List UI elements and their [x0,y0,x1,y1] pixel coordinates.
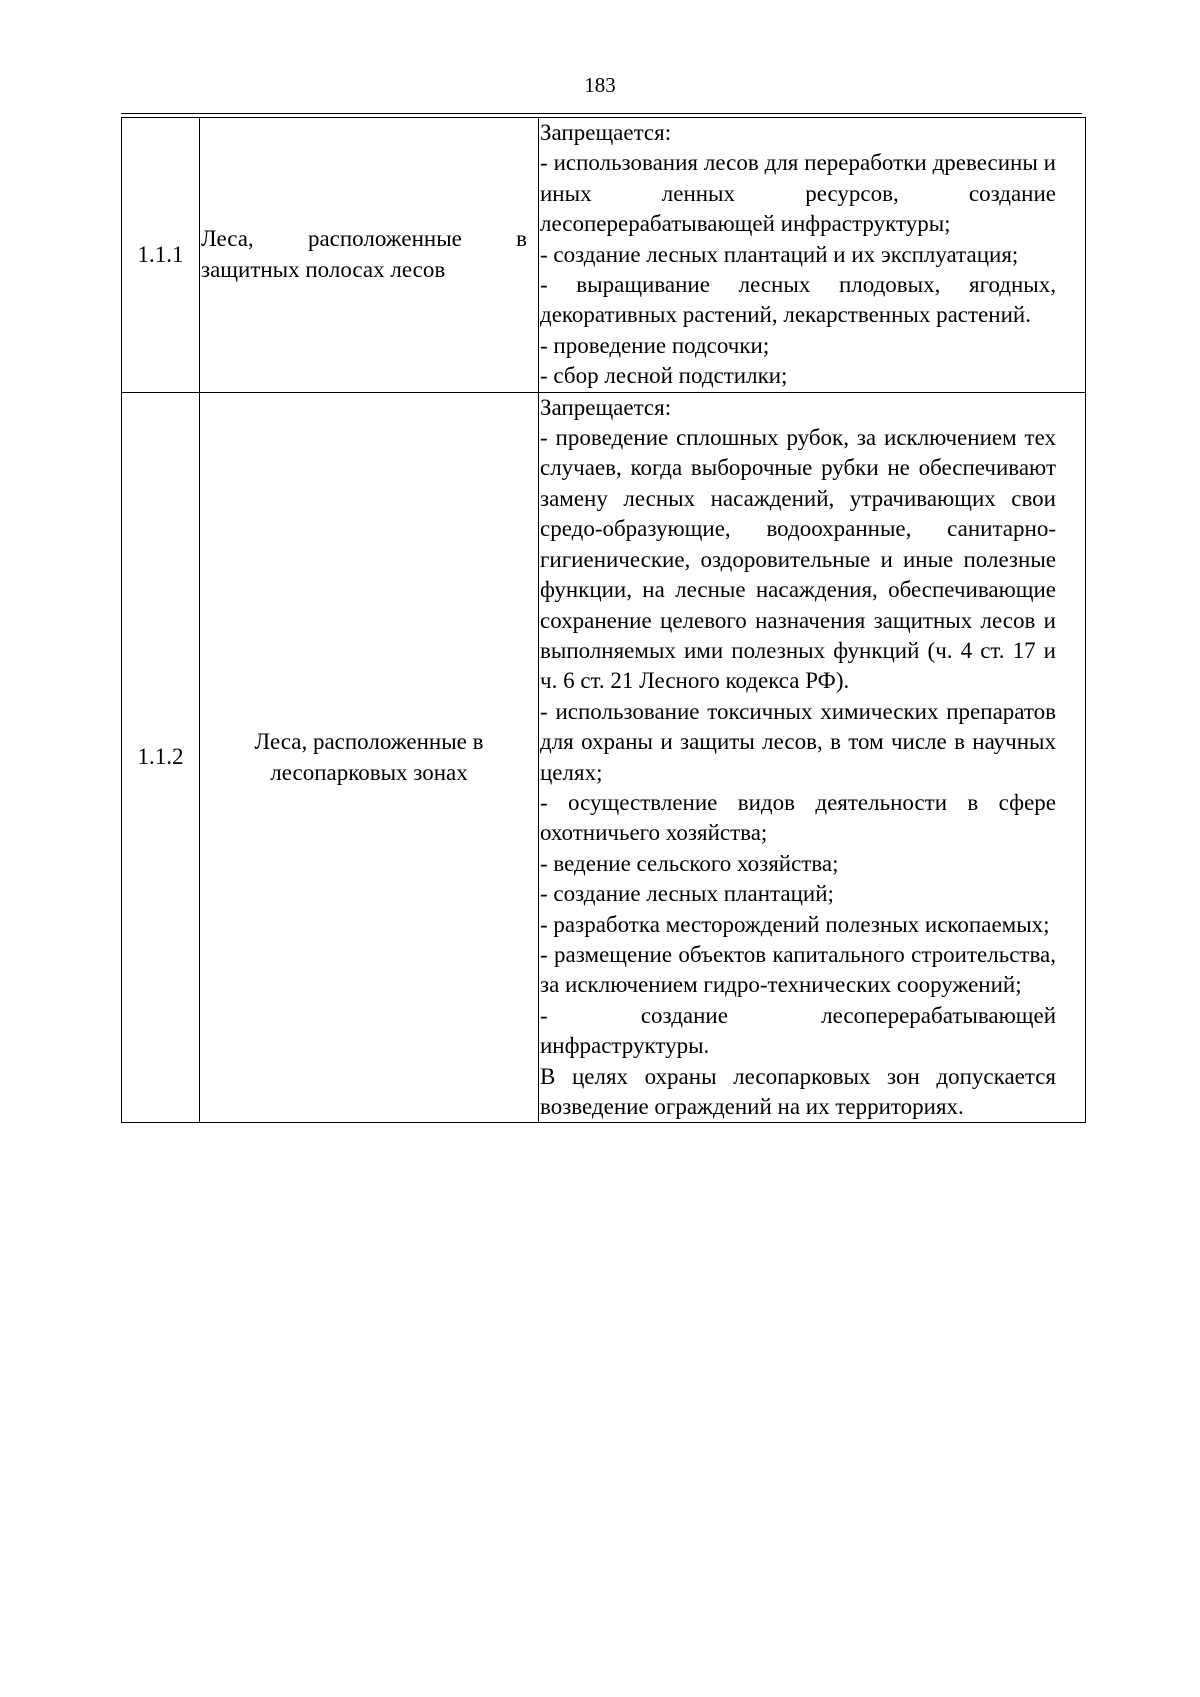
page-number: 183 [584,73,616,97]
restriction-item: - создание лесных плантаций и их эксплуатация; [540,241,1019,267]
restrictions-text [539,393,1085,1123]
restriction-item: - ведение сельского хозяйства; [540,850,839,876]
top-rule [121,113,1082,114]
row-forest-name [200,118,539,393]
restriction-item: - размещение объектов капитального строительства, за исключением гидро-технических сооружений; [540,941,1056,998]
table-row [122,118,1086,393]
restriction-item: - проведение подсочки; [540,332,770,358]
forest-name-text: Леса, расположенные в защитных полосах лесов [201,226,527,282]
restriction-item: - выращивание лесных плодовых, ягодных, декоративных растений, лекарственных растений. [540,272,1056,328]
forest-name-text: Леса, расположенные в лесопарковых зонах [254,729,484,785]
restriction-item: - сбор лесной подстилки; [540,363,788,389]
table-row [122,392,1086,1123]
restriction-item: - разработка месторождений полезных ископаемых; [540,911,1050,937]
restriction-item: - создание лесоперерабатывающей инфраструктуры. [540,1002,1056,1059]
restrictions-heading: Запрещается: [540,120,672,145]
row-code: 1.1.2 [122,392,200,1123]
restriction-item: - создание лесных плантаций; [540,881,834,907]
restriction-item: - проведение сплошных рубок, за исключением тех случаев, когда выборочные рубки не обеспечивают замену лесных насаждений, утрачивающих свои средо-образующие, водоохранные, санитарно-гигиенические, оздоровительные и иные полезные функции, на лесные насаждения, обеспечивающие сохранение целевого назначения защитных лесов и выполняемых ими полезных функций (ч. 4 ст. 17 и ч. 6 ст. 21 Лесного кодекса РФ). [540,425,1056,694]
restriction-note: В целях охраны лесопарковых зон допускается возведение ограждений на их территориях. [540,1063,1056,1119]
row-forest-name [200,392,539,1123]
row-restrictions [539,392,1086,1123]
restriction-item: - осуществление видов деятельности в сфере охотничьего хозяйства; [540,789,1056,846]
forest-restrictions-table [121,117,1086,1123]
restrictions-text [539,118,1085,392]
row-restrictions [539,118,1086,393]
restriction-item: - использование токсичных химических препаратов для охраны и защиты лесов, в том числе в научных целях; [540,698,1056,785]
restriction-item: - использования лесов для переработки древесины и иных ленных ресурсов, создание лесоперерабатывающей инфраструктуры; [540,150,1056,237]
row-code: 1.1.1 [122,118,200,393]
restrictions-heading: Запрещается: [540,394,672,420]
